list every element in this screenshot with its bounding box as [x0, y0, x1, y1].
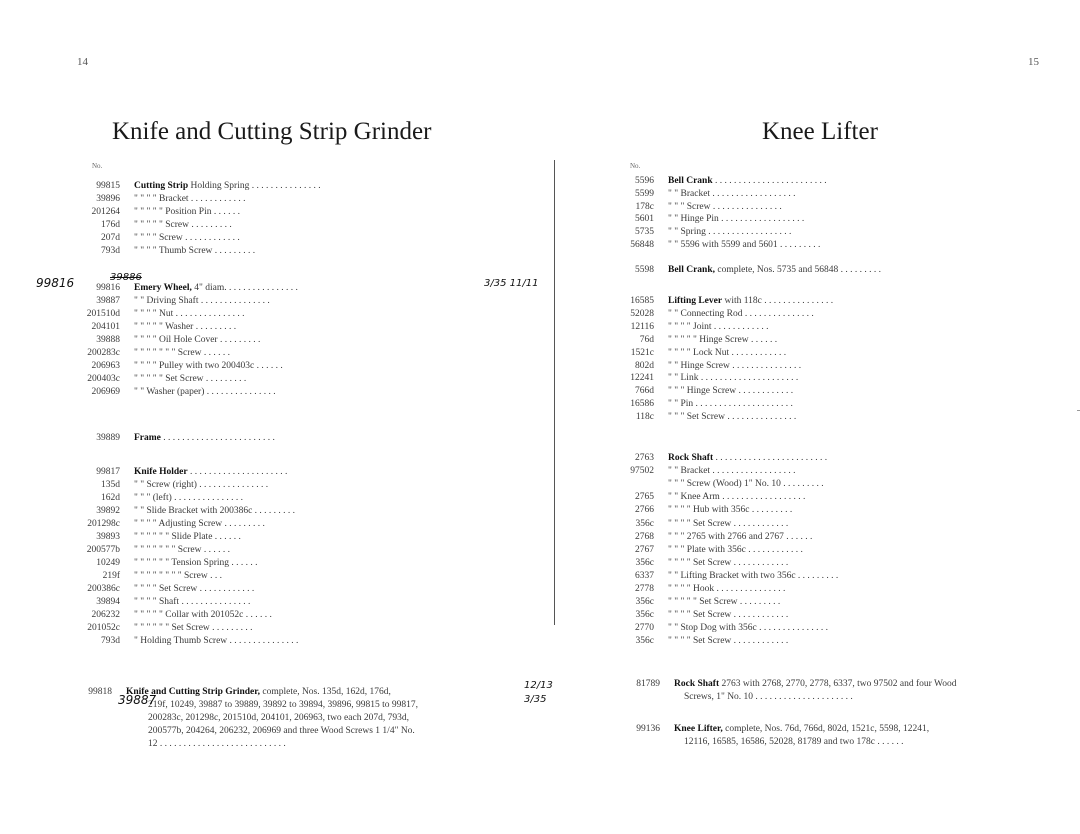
part-description: " " " " Oil Hole Cover . . . . . . . . . — [134, 335, 261, 345]
list-item — [612, 308, 1044, 320]
part-description-cell — [668, 385, 1044, 397]
part-description-cell — [668, 308, 1044, 320]
part-number: 39889 — [96, 433, 120, 443]
complete-knee-lifter-line: 12116, 16585, 16586, 52028, 81789 and two 178c . . . . . . — [684, 737, 904, 747]
part-number: 5599 — [635, 188, 654, 199]
part-description: " " " Plate with 356c . . . . . . . . . . . . — [668, 544, 803, 555]
list-item — [78, 518, 502, 530]
part-number: 793d — [101, 246, 120, 256]
part-number: 204101 — [91, 322, 120, 332]
part-description-cell — [668, 264, 1044, 276]
part-description-cell — [134, 347, 502, 359]
part-title: Bell Crank, — [668, 265, 715, 275]
part-description: " Holding Thumb Screw . . . . . . . . . . . . . . . — [134, 636, 299, 646]
list-item — [612, 321, 1044, 333]
list-item — [78, 206, 502, 218]
part-number: 5598 — [635, 265, 654, 275]
list-item — [78, 466, 502, 478]
list-item — [612, 452, 1044, 464]
part-description-cell — [668, 295, 1044, 307]
handwritten-note-price-2: 3/35 — [524, 694, 547, 705]
list-item — [612, 609, 1044, 621]
part-number: 39896 — [96, 194, 120, 204]
part-number: 200577b — [86, 545, 120, 555]
part-number: 219f — [102, 571, 120, 581]
part-description: . . . . . . . . . . . . . . . . . . . . . . . . — [713, 453, 828, 463]
list-item — [612, 385, 1044, 397]
part-description: " " " " Lock Nut . . . . . . . . . . . . — [668, 347, 787, 358]
part-description-cell — [134, 308, 502, 320]
complete-assembly-line: 219f, 10249, 39887 to 39889, 39892 to 39894, 39896, 99815 to 99817, — [148, 700, 418, 710]
part-number: 99817 — [96, 467, 120, 477]
part-description: " " " " " " Tension Spring . . . . . . — [134, 558, 258, 568]
part-description: " " Hinge Pin . . . . . . . . . . . . . . . . . . — [668, 214, 805, 225]
list-item — [612, 570, 1044, 582]
part-description-cell — [668, 398, 1044, 410]
list-item — [612, 635, 1044, 647]
part-description: " " " " " Screw . . . . . . . . . — [134, 220, 232, 230]
part-description: " " " Screw (Wood) 1" No. 10 . . . . . . . . . — [668, 479, 824, 490]
part-number: 56848 — [630, 240, 654, 250]
part-description-cell — [134, 544, 502, 556]
list-item — [612, 175, 1044, 187]
part-number: 97502 — [630, 466, 654, 477]
part-description-cell — [668, 175, 1044, 187]
part-number: 16585 — [630, 296, 654, 306]
list-item — [78, 544, 502, 556]
part-description: 2763 with 2768, 2770, 2778, 6337, two 97502 and four Wood — [719, 679, 957, 689]
part-description: " " Hinge Screw . . . . . . . . . . . . . . . — [668, 360, 802, 371]
part-number: 39887 — [96, 296, 120, 306]
list-item — [78, 308, 502, 320]
part-description: " " " " Hook . . . . . . . . . . . . . . . — [668, 584, 786, 594]
part-title: Rock Shaft — [674, 679, 720, 689]
part-description: " " " Screw . . . . . . . . . . . . . . . — [668, 201, 782, 212]
part-description-cell — [668, 347, 1044, 359]
part-description: " " " (left) . . . . . . . . . . . . . . . — [134, 493, 243, 503]
part-number: 206969 — [91, 387, 120, 397]
part-description-cell — [668, 635, 1044, 647]
list-item — [78, 295, 502, 307]
part-number: 200403c — [87, 374, 120, 384]
part-description: " " " " Set Screw . . . . . . . . . . . . — [668, 636, 789, 647]
part-number: 200283c — [87, 348, 120, 358]
part-number: 2767 — [635, 544, 654, 555]
part-title: Lifting Lever — [668, 296, 723, 306]
part-number: 16586 — [630, 399, 654, 410]
part-description-cell — [668, 188, 1044, 200]
part-number: 201264 — [91, 207, 120, 217]
part-description-cell — [134, 635, 502, 647]
part-description: . . . . . . . . . . . . . . . . . . . . . . . . — [712, 176, 827, 186]
handwritten-note-price: 3/35 11/11 — [484, 278, 539, 289]
part-number: 118c — [635, 412, 654, 423]
list-item — [78, 219, 502, 231]
part-description-cell — [134, 492, 502, 504]
part-description: " " " Set Screw . . . . . . . . . . . . . . . — [668, 412, 797, 423]
part-number: 356c — [635, 636, 654, 647]
part-number: 5735 — [635, 227, 654, 238]
part-number: 6337 — [635, 570, 654, 581]
part-description: " " Bracket . . . . . . . . . . . . . . . . . . — [668, 188, 796, 199]
part-description-cell — [134, 596, 502, 608]
part-description-cell — [668, 518, 1044, 530]
list-item — [612, 264, 1044, 276]
part-description-cell — [134, 180, 502, 192]
part-number: 356c — [635, 518, 654, 529]
list-item — [78, 347, 502, 359]
part-description: " " " " " Position Pin . . . . . . — [134, 207, 240, 217]
part-description: " " Lifting Bracket with two 356c . . . . . . . . . — [668, 570, 839, 581]
list-item — [612, 478, 1044, 490]
part-number: 12116 — [630, 321, 654, 332]
part-number: 12241 — [630, 373, 654, 384]
part-description: " " " " " " " Screw . . . . . . — [134, 545, 231, 555]
part-description-cell — [134, 386, 502, 398]
part-description: " " Spring . . . . . . . . . . . . . . . . . . — [668, 227, 792, 238]
part-number: 2765 — [635, 492, 654, 503]
page-number-right: 15 — [1028, 56, 1039, 68]
part-description-cell — [134, 583, 502, 595]
complete-rock-shaft-row — [618, 678, 1048, 690]
part-number: 802d — [635, 360, 654, 371]
list-item — [612, 622, 1044, 634]
page-number-left: 14 — [77, 56, 88, 68]
part-number: 766d — [635, 386, 654, 397]
list-item — [612, 504, 1044, 516]
part-description: " " " " " Set Screw . . . . . . . . . — [668, 597, 781, 608]
part-description-cell — [668, 570, 1044, 582]
part-description: " " " " " Set Screw . . . . . . . . . — [134, 374, 247, 384]
part-number: 5601 — [635, 214, 654, 225]
part-description-cell — [134, 373, 502, 385]
part-description-cell — [668, 321, 1044, 333]
part-description: " " " " Shaft . . . . . . . . . . . . . . . — [134, 597, 251, 607]
part-description-cell — [134, 557, 502, 569]
part-description-cell — [134, 518, 502, 530]
part-title: Frame — [134, 433, 161, 443]
part-number: 1521c — [630, 347, 654, 358]
list-item — [78, 635, 502, 647]
part-description: " " " " Adjusting Screw . . . . . . . . . — [134, 519, 265, 529]
part-description-cell — [134, 432, 502, 444]
part-description-cell — [668, 201, 1044, 213]
part-description: " " " " " Washer . . . . . . . . . — [134, 322, 237, 332]
list-item — [612, 213, 1044, 225]
part-description-cell — [134, 193, 502, 205]
part-description: " " " " " " Slide Plate . . . . . . — [134, 532, 241, 542]
part-number: 162d — [101, 493, 120, 503]
list-item — [78, 505, 502, 517]
part-description-cell — [668, 213, 1044, 225]
list-item — [78, 386, 502, 398]
part-description: " " " " Screw . . . . . . . . . . . . — [134, 233, 240, 243]
handwritten-note-39886: 39886 — [110, 272, 142, 283]
list-item — [78, 245, 502, 257]
list-item — [612, 518, 1044, 530]
part-description: " " " " " " Set Screw . . . . . . . . . — [134, 623, 253, 633]
part-description-cell — [668, 531, 1044, 543]
part-title: Emery Wheel, — [134, 283, 192, 293]
part-number: 356c — [635, 610, 654, 621]
part-description: " " Driving Shaft . . . . . . . . . . . . . . . — [134, 296, 270, 306]
list-item — [78, 583, 502, 595]
part-description-cell — [668, 478, 1044, 490]
margin-rule-left — [554, 160, 555, 625]
part-description: 4" diam. . . . . . . . . . . . . . . . — [191, 283, 298, 293]
part-description: " " " " Bracket . . . . . . . . . . . . — [134, 194, 246, 204]
part-number: 201052c — [87, 623, 120, 633]
page-title-right: Knee Lifter — [762, 118, 878, 145]
list-item — [612, 411, 1044, 423]
part-description-cell — [134, 466, 502, 478]
list-item — [612, 583, 1044, 595]
complete-rock-shaft-line: Screws, 1" No. 10 . . . . . . . . . . . . . . . . . . . . . — [684, 692, 853, 702]
part-description: " " " " " Collar with 201052c . . . . . . — [134, 610, 272, 620]
part-description-cell — [668, 334, 1044, 346]
list-item — [78, 180, 502, 192]
part-number: 76d — [639, 334, 654, 345]
part-description: " " Slide Bracket with 200386c . . . . . . . . . — [134, 506, 296, 516]
part-description: " " 5596 with 5599 and 5601 . . . . . . . . . — [668, 240, 821, 250]
part-description-cell — [668, 557, 1044, 569]
part-description-cell — [134, 321, 502, 333]
part-description: " " Washer (paper) . . . . . . . . . . . . . . . — [134, 387, 276, 397]
handwritten-note-fraction: 12/13 — [524, 680, 553, 691]
list-item — [78, 193, 502, 205]
list-item — [612, 544, 1044, 556]
part-description: " " " " " " " " Screw . . . — [134, 571, 223, 581]
part-description-cell — [668, 491, 1044, 503]
complete-assembly-line: 12 . . . . . . . . . . . . . . . . . . . . . . . . . . . — [148, 739, 286, 749]
part-number: 99136 — [636, 724, 660, 734]
part-description: " " Stop Dog with 356c . . . . . . . . . . . . . . . — [668, 623, 829, 634]
part-description-cell — [668, 452, 1044, 464]
part-description-cell — [134, 505, 502, 517]
part-number: 201298c — [87, 519, 120, 529]
part-number: 356c — [635, 597, 654, 608]
page-title-left: Knife and Cutting Strip Grinder — [112, 118, 432, 145]
part-description-cell — [134, 295, 502, 307]
part-description-cell — [134, 232, 502, 244]
part-description-cell — [134, 219, 502, 231]
part-description: " " Pin . . . . . . . . . . . . . . . . . . . . . — [668, 399, 793, 410]
list-item — [78, 360, 502, 372]
part-number: 178c — [635, 201, 654, 212]
part-description: . . . . . . . . . . . . . . . . . . . . . . . . — [160, 433, 275, 443]
list-item — [612, 596, 1044, 608]
part-description: " " " " Joint . . . . . . . . . . . . — [668, 321, 769, 332]
list-item — [78, 232, 502, 244]
part-description: complete, Nos. 76d, 766d, 802d, 1521c, 5598, 12241, — [722, 724, 930, 734]
part-description-cell — [134, 206, 502, 218]
part-number: 176d — [101, 220, 120, 230]
part-description: " " Connecting Rod . . . . . . . . . . . . . . . — [668, 308, 814, 319]
part-number: 39894 — [96, 597, 120, 607]
part-description: " " " 2765 with 2766 and 2767 . . . . . . — [668, 531, 813, 542]
list-item — [78, 432, 502, 444]
part-number: 5596 — [635, 176, 654, 186]
list-item — [612, 360, 1044, 372]
list-item — [78, 531, 502, 543]
part-description: " " Bracket . . . . . . . . . . . . . . . . . . — [668, 466, 796, 477]
part-title: Rock Shaft — [668, 453, 714, 463]
part-number: 201510d — [86, 309, 120, 319]
part-description-cell — [668, 226, 1044, 238]
no-column-label-left: No. — [92, 162, 103, 170]
part-description-cell — [668, 596, 1044, 608]
part-title: Knife Holder — [134, 467, 188, 477]
part-description: " " Knee Arm . . . . . . . . . . . . . . . . . . — [668, 492, 806, 503]
part-description-cell — [668, 504, 1044, 516]
part-number: 2768 — [635, 531, 654, 542]
list-item — [612, 295, 1044, 307]
part-description: " " " " Nut . . . . . . . . . . . . . . . — [134, 309, 245, 319]
part-description-cell — [668, 544, 1044, 556]
list-item — [78, 596, 502, 608]
part-description-cell — [668, 239, 1044, 251]
list-item — [78, 609, 502, 621]
no-column-label-right: No. — [630, 162, 641, 170]
part-description-cell — [668, 609, 1044, 621]
part-description: Holding Spring . . . . . . . . . . . . . . . — [188, 181, 321, 191]
part-description-cell — [668, 372, 1044, 384]
part-number: 135d — [101, 480, 120, 490]
part-title: Bell Crank — [668, 176, 713, 186]
part-description: " " " " " Hinge Screw . . . . . . — [668, 334, 778, 345]
list-item — [78, 334, 502, 346]
part-description: " " " " Set Screw . . . . . . . . . . . . — [134, 584, 255, 594]
part-description-cell — [668, 360, 1044, 372]
list-item — [612, 491, 1044, 503]
part-description: " " " Hinge Screw . . . . . . . . . . . . — [668, 386, 794, 397]
part-number: 99816 — [96, 283, 120, 293]
list-item — [612, 398, 1044, 410]
part-description-cell — [668, 411, 1044, 423]
list-item — [78, 479, 502, 491]
part-number: 206963 — [91, 361, 120, 371]
list-item — [78, 622, 502, 634]
part-description: " " " " Pulley with two 200403c . . . . . . — [134, 361, 283, 371]
part-number: 39893 — [96, 532, 120, 542]
list-item — [78, 570, 502, 582]
list-item — [612, 226, 1044, 238]
part-number: 356c — [635, 557, 654, 568]
list-item — [612, 201, 1044, 213]
list-item — [612, 334, 1044, 346]
part-number: 39888 — [96, 335, 120, 345]
part-description-cell — [134, 531, 502, 543]
part-description: " " " " " " " Screw . . . . . . — [134, 348, 231, 358]
list-item — [612, 465, 1044, 477]
part-description-cell — [134, 609, 502, 621]
part-description: with 118c . . . . . . . . . . . . . . . — [722, 296, 834, 306]
part-number: 81789 — [636, 679, 660, 689]
list-item — [612, 557, 1044, 569]
part-number: 39892 — [96, 506, 120, 516]
list-item — [612, 347, 1044, 359]
complete-knee-lifter-row — [618, 723, 1048, 735]
part-description-cell — [668, 622, 1044, 634]
part-number: 10249 — [96, 558, 120, 568]
part-description: " " " " Set Screw . . . . . . . . . . . . — [668, 518, 789, 529]
part-number: 2778 — [635, 584, 654, 594]
part-number: 2763 — [635, 453, 654, 463]
part-number: 2770 — [635, 623, 654, 634]
list-item — [612, 531, 1044, 543]
part-description-cell — [668, 583, 1044, 595]
part-description: " " " " Hub with 356c . . . . . . . . . — [668, 505, 793, 516]
part-number: 52028 — [630, 308, 654, 319]
part-number: 99818 — [88, 687, 112, 697]
part-description: . . . . . . . . . . . . . . . . . . . . . — [187, 467, 288, 477]
list-item — [612, 188, 1044, 200]
complete-assembly-line: 200577b, 204264, 206232, 206969 and three Wood Screws 1 1/4" No. — [148, 726, 415, 736]
complete-assembly-line: 200283c, 201298c, 201510d, 204101, 206963, two each 207d, 793d, — [148, 713, 409, 723]
part-number: 793d — [101, 636, 120, 646]
part-number: 200386c — [87, 584, 120, 594]
part-description-cell — [134, 245, 502, 257]
part-description-cell — [134, 570, 502, 582]
list-item — [612, 372, 1044, 384]
part-description: " " Link . . . . . . . . . . . . . . . . . . . . . — [668, 373, 799, 384]
part-description: " " " " Set Screw . . . . . . . . . . . . — [668, 557, 789, 568]
list-item — [78, 321, 502, 333]
part-description-cell — [134, 479, 502, 491]
list-item — [78, 282, 502, 294]
part-number: 99815 — [96, 181, 120, 191]
part-title: Knee Lifter, — [674, 724, 723, 734]
part-description-cell — [134, 622, 502, 634]
part-number: 207d — [101, 233, 120, 243]
part-description-cell — [134, 334, 502, 346]
list-item — [78, 492, 502, 504]
part-description-cell — [134, 282, 502, 294]
part-title: Knife and Cutting Strip Grinder, — [126, 687, 260, 697]
handwritten-note-39887: 39887 — [118, 693, 157, 707]
part-number: 206232 — [91, 610, 120, 620]
part-description: complete, Nos. 135d, 162d, 176d, — [260, 687, 391, 697]
list-item — [78, 557, 502, 569]
part-description-cell — [668, 465, 1044, 477]
part-number: 2766 — [635, 505, 654, 516]
list-item — [612, 239, 1044, 251]
part-description: " " " " Set Screw . . . . . . . . . . . . — [668, 610, 789, 621]
part-description: " " " " Thumb Screw . . . . . . . . . — [134, 246, 256, 256]
part-title: Cutting Strip — [134, 181, 189, 191]
part-description: " " Screw (right) . . . . . . . . . . . . . . . — [134, 480, 269, 490]
list-item — [78, 373, 502, 385]
part-description: complete, Nos. 5735 and 56848 . . . . . . . . . — [714, 265, 881, 275]
part-description-cell — [134, 360, 502, 372]
handwritten-note-99816: 99816 — [36, 276, 75, 290]
